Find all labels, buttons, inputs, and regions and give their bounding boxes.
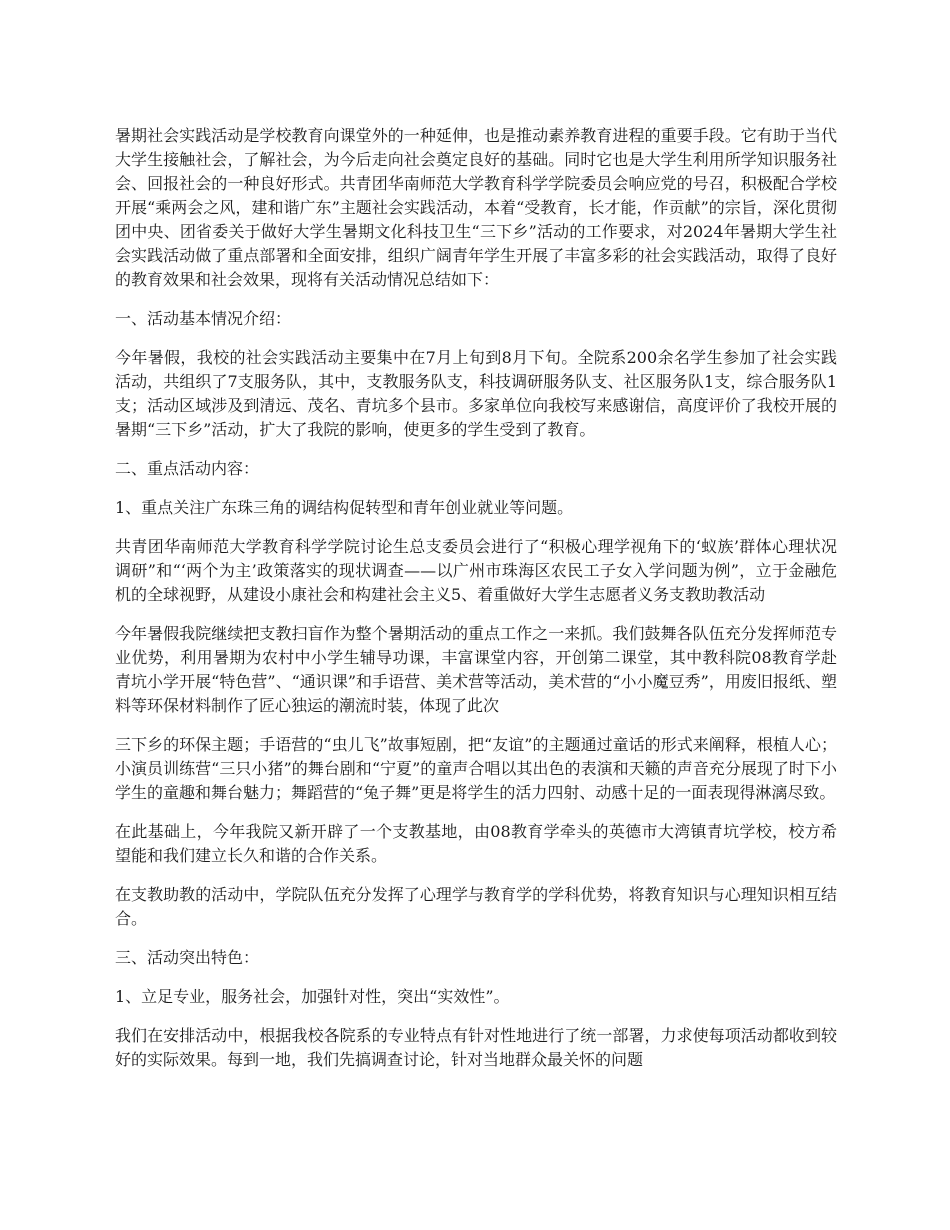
subheading-professional-service: 1、立足专业，服务社会，加强针对性，突出“实效性”。 bbox=[115, 987, 510, 1006]
heading-basic-info: 一、活动基本情况介绍： bbox=[115, 309, 292, 328]
paragraph-psychology: 在支教助教的活动中，学院队伍充分发挥了心理学与教育学的学科优势，将教育知识与心理知识相互结合。 bbox=[115, 885, 837, 928]
paragraph-arrangement: 我们在安排活动中，根据我校各院系的专业特点有针对性地进行了统一部署，力求使每项活动都收到较好的实际效果。每到一地，我们先搞调查讨论，针对当地群众最关怀的问题 bbox=[115, 1026, 837, 1069]
heading-features: 三、活动突出特色： bbox=[115, 948, 260, 967]
document-body bbox=[115, 124, 837, 1087]
paragraph-teaching: 今年暑假我院继续把支教扫盲作为整个暑期活动的重点工作之一来抓。我们鼓舞各队伍充分发挥师范专业优势，利用暑期为农村中小学生辅导功课，丰富课堂内容，开创第二课堂，其中教科院08教育学赴青坑小学开展“特色营”、“通识课”和手语营、美术营等活动，美术营的“小小魔豆秀”，用废旧报纸、塑料等环保材料制作了匠心独运的潮流时装，体现了此次 bbox=[115, 624, 837, 715]
paragraph-intro: 暑期社会实践活动是学校教育向课堂外的一种延伸，也是推动素养教育进程的重要手段。它有助于当代大学生接触社会，了解社会，为今后走向社会奠定良好的基础。同时它也是大学生利用所学知识服务社会、回报社会的一种良好形式。共青团华南师范大学教育科学学院委员会响应党的号召，积极配合学校开展“乘两会之风，建和谐广东”主题社会实践活动，本着“受教育，长才能，作贡献”的宗旨，深化贯彻团中央、团省委关于做好大学生暑期文化科技卫生“三下乡”活动的工作要求，对2024年暑期大学生社会实践活动做了重点部署和全面安排，组织广阔青年学生开展了丰富多彩的社会实践活动，取得了良好的教育效果和社会效果，现将有关活动情况总结如下： bbox=[115, 126, 837, 289]
subheading-focus-prd: 1、重点关注广东珠三角的调结构促转型和青年创业就业等问题。 bbox=[115, 498, 574, 517]
paragraph-research: 共青团华南师范大学教育科学学院讨论生总支委员会进行了“积极心理学视角下的‘蚁族’群体心理状况调研”和“‘两个为主’政策落实的现状调查——以广州市珠海区农民工子女入学问题为例”，立于金融危机的全球视野，从建设小康社会和构建社会主义5、着重做好大学生志愿者义务支教助教活动 bbox=[115, 537, 837, 604]
paragraph-basic-info: 今年暑假，我校的社会实践活动主要集中在7月上旬到8月下旬。全院系200余名学生参加了社会实践活动，共组织了7支服务队，其中，支教服务队支，科技调研服务队支、社区服务队1支，综合服务队1支；活动区域涉及到清远、茂名、青坑多个县市。多家单位向我校写来感谢信，高度评价了我校开展的暑期“三下乡”活动，扩大了我院的影响，使更多的学生受到了教育。 bbox=[115, 348, 837, 439]
paragraph-new-base: 在此基础上，今年我院又新开辟了一个支教基地，由08教育学牵头的英德市大湾镇青坑学校，校方希望能和我们建立长久和谐的合作关系。 bbox=[115, 822, 837, 865]
paragraph-eco-theme: 三下乡的环保主题；手语营的“虫儿飞”故事短剧，把“友谊”的主题通过童话的形式来阐释，根植人心；小演员训练营“三只小猪”的舞台剧和“宁夏”的童声合唱以其出色的表演和天籁的声音充分展现了时下小学生的童趣和舞台魅力；舞蹈营的“兔子舞”更是将学生的活力四射、动感十足的一面表现得淋漓尽致。 bbox=[115, 735, 837, 802]
heading-key-activities: 二、重点活动内容： bbox=[115, 459, 260, 478]
